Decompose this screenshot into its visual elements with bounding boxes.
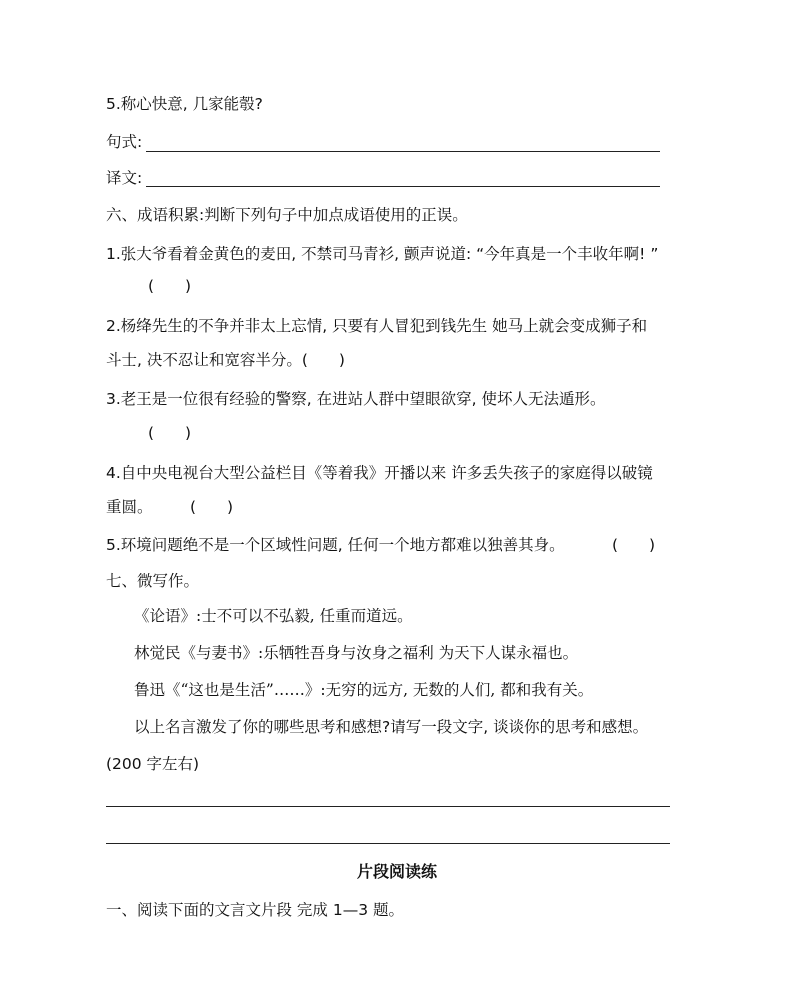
idiom-item-5-answer[interactable]: ( ) xyxy=(612,536,656,554)
idiom-item-3: 3.老王是一位很有经验的警察, 在进站人群中望眼欲穿, 使坏人无法遁形。 xyxy=(106,390,606,408)
translation-label: 译文: xyxy=(106,169,143,187)
writing-answer-line-2[interactable] xyxy=(106,843,670,844)
idiom-item-2-line1: 2.杨绛先生的不争并非太上忘情, 只要有人冒犯到钱先生 她马上就会变成狮子和 xyxy=(106,317,648,335)
quote-lu-xun: 鲁迅《“这也是生活”……》:无穷的远方, 无数的人们, 都和我有关。 xyxy=(134,681,594,699)
idiom-item-1: 1.张大爷看着金黄色的麦田, 不禁司马青衫, 颤声说道: “今年真是一个丰收年啊! ” xyxy=(106,245,659,263)
idiom-item-2-line2: 斗士, 决不忍让和宽容半分。( ) xyxy=(106,351,345,369)
word-limit: (200 字左右) xyxy=(106,755,200,773)
pattern-label: 句式: xyxy=(106,133,143,151)
idiom-item-5: 5.环境问题绝不是一个区域性问题, 任何一个地方都难以独善其身。 xyxy=(106,536,565,554)
reading-heading: 一、阅读下面的文言文片段 完成 1—3 题。 xyxy=(106,901,405,919)
idiom-item-3-answer[interactable]: ( ) xyxy=(148,424,192,442)
writing-answer-line-1[interactable] xyxy=(106,806,670,807)
quote-lin-juemin: 林觉民《与妻书》:乐牺牲吾身与汝身之福利 为天下人谋永福也。 xyxy=(134,644,579,662)
section-7-heading: 七、微写作。 xyxy=(106,572,200,590)
question-5-sentence: 5.称心快意, 几家能彀? xyxy=(106,95,263,113)
reading-section-title: 片段阅读练 xyxy=(356,862,437,881)
idiom-item-4-line1: 4.自中央电视台大型公益栏目《等着我》开播以来 许多丢失孩子的家庭得以破镜 xyxy=(106,464,653,482)
quote-analects: 《论语》:士不可以不弘毅, 任重而道远。 xyxy=(134,607,413,625)
translation-answer-line[interactable] xyxy=(146,186,660,187)
idiom-item-4-answer[interactable]: ( ) xyxy=(190,498,234,516)
idiom-item-1-answer[interactable]: ( ) xyxy=(148,277,192,295)
section-6-heading: 六、成语积累:判断下列句子中加点成语使用的正误。 xyxy=(106,206,468,224)
writing-prompt: 以上名言激发了你的哪些思考和感想?请写一段文字, 谈谈你的思考和感想。 xyxy=(134,718,649,736)
pattern-answer-line[interactable] xyxy=(146,151,660,152)
idiom-item-4-line2: 重圆。 xyxy=(106,498,153,516)
